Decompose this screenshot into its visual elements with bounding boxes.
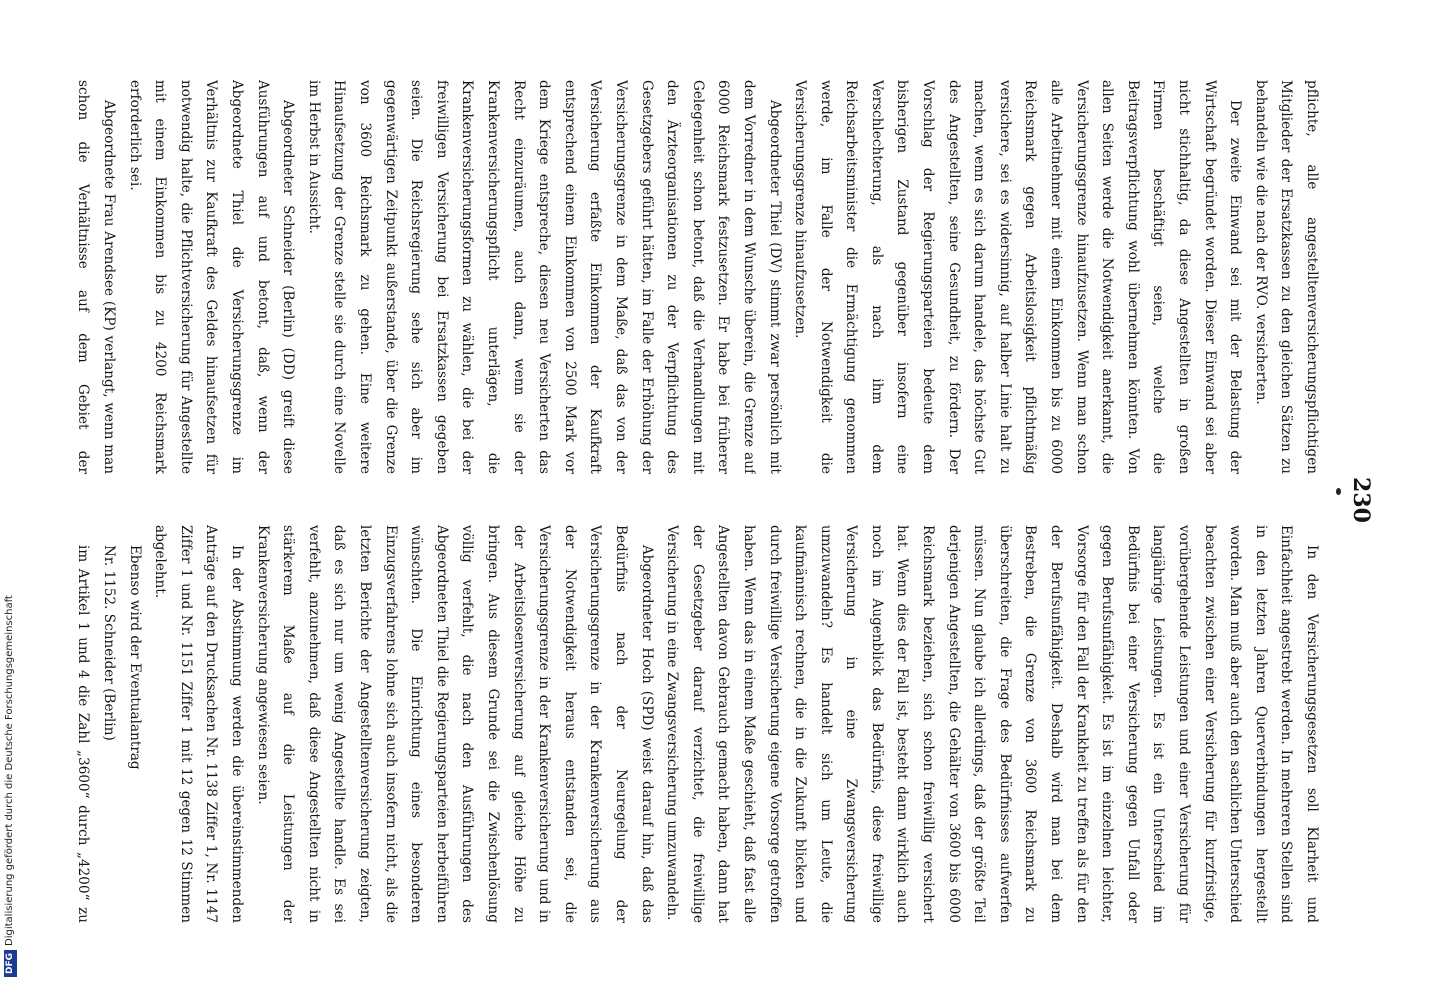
digitization-notice-strip (0, 0, 14, 1000)
digitization-notice (3, 0, 17, 977)
paragraph: Abgeordneter Schneider (Berlin) (DD) greift diese Ausführungen auf und betont, daß, wenn der Abgeordnete Thiel die Versicherungsgrenze im Verhältnis zur Kaufkraft des Geldes hinaufsetzen für notwendig halte, die Pflichtversicherung für Angestellte mit einem Einkommen bis zu 4200 Reichsmark erforderlich sei. (126, 80, 297, 474)
paragraph: Abgeordneter Thiel (DV) stimmt zwar persönlich mit dem Vorredner in dem Wunsche überein, die Grenze auf 6000 Reichsmark festzusetzen. Er habe bei früherer Gelegenheit schon betont, daß die Verhandlungen mit den Ärzteorganisationen zu der Verpflichtung des Gesetzgebers geführt hätten, im Falle der Erhöhung der Versicherungsgrenze in dem Maße, daß das von der Versicherung erfaßte Einkommen der Kaufkraft entsprechend einem Einkommen von 2500 Mark vor dem Kriege entspreche, diesen neu Versicherten das Recht einzuräumen, auch dann, wenn sie der Krankenversicherungspflicht unterlägen, die Krankenversicherungsformen zu wählen, die bei der freiwilligen Versicherung bei Ersatzkassen gegeben seien. Die Reichsregierung sehe sich aber im gegenwärtigen Zeitpunkt außerstande, über die Grenze von 3600 Reichsmark zu gehen. Eine weitere Hinaufsetzung der Grenze stelle sie durch eine Novelle im Herbst in Aussicht. (305, 80, 783, 474)
paragraph: Nr. 1152. Schneider (Berlin) (101, 545, 118, 741)
paragraph: Der zweite Einwand sei mit der Belastung der Wirtschaft begründet worden. Dieser Einwand sei aber nicht stichhaltig, da diese Angestellten in großen Firmen beschäftigt seien, welche die Beitragsverpflichtung wohl übernehmen könnten. Von allen Seiten werde die Notwendigkeit anerkannt, die Versicherungsgrenze hinaufzusetzen. Wenn man schon alle Arbeitnehmer mit einem Einkommen bis zu 6000 Reichsmark gegen Arbeitslosigkeit pflichtmäßig versichere, sei es widersinnig, auf halber Linie halt zu machen, wenn es sich darum handele, das höchste Gut des Angestellten, seine Gesundheit, zu fördern. Der Vorschlag der Regierungsparteien bedeute dem bisherigen Zustand gegenüber insofern eine Verschlechterung, als nach ihm dem Reichsarbeitsminister die Ermächtigung genommen werde, im Falle der Notwendigkeit die Versicherungsgrenze hinaufzusetzen. (792, 80, 1244, 474)
print-mark (1336, 488, 1341, 495)
paragraph: In den Versicherungsgesetzen soll Klarheit und Einfachheit angestrebt werden. In mehreren Stellen sind in den letzten Jahren Querverbindungen hergestellt worden. Man muß aber auch den sachlichen Unterschied beachten zwischen einer Versicherung für kurzfristige, vorübergehende Leistungen und einer Versicherung für langjährige Leistungen. Es ist ein Unterschied im Bedürfnis bei einer Versicherung gegen Unfall oder gegen Berufsunfähigkeit. Es ist im einzelnen leichter, Vorsorge für den Fall der Krankheit zu treffen als für den der Berufsunfähigkeit. Deshalb wird man bei dem Bestreben, die Grenze von 3600 Reichsmark zu überschreiten, die Frage des Bedürfnisses aufwerfen müssen. Nun glaube ich allerdings, daß der größte Teil derjenigen Angestellten, die Gehälter von 3600 bis 6000 Reichsmark beziehen, sich schon freiwillig versichert hat. Wenn dies der Fall ist, besteht dann wirklich auch noch im Augenblick das Bedürfnis, diese freiwillige Versicherung in eine Zwangsversicherung umzuwandeln? Es handelt sich um Leute, die kaufmännisch rechnen, die in die Zukunft blicken und durch freiwillige Versicherung eigene Vorsorge getroffen haben. Wenn das in einem Maße geschieht, daß fast alle Angestellten davon Gebrauch gemacht haben, dann hat der Gesetzgeber darauf verzichtet, die freiwillige Versicherung in eine Zwangsversicherung umzuwandeln. (664, 525, 1320, 923)
paragraph: pflichte, alle angestelltenversicherungspflichtigen Mitglieder der Ersatzkassen zu den gleichen Sätzen zu behandeln wie die nach der RVO. versicherten. (1252, 80, 1320, 474)
paragraph: Abgeordneter Hoch (SPD) weist darauf hin, daß das Bedürfnis nach der Neuregelung der Versicherungsgrenze in der Krankenversicherung aus der Notwendigkeit heraus entstanden sei, die Versicherungsgrenze in der Krankenversicherung und in der Arbeitslosenversicherung auf gleiche Höhe zu bringen. Aus diesem Grunde sei die Zwischenlösung völlig verfehlt, die nach den Ausführungen des Abgeordneten Thiel die Regierungsparteien herbeiführen wünschten. Die Einrichtung eines besonderen Einzugsverfahrens lohne sich auch insofern nicht, als die letzten Berichte der Angestelltenversicherung zeigten, daß es sich nur um wenig Angestellte handle. Es sei verfehlt, anzunehmen, daß diese Angestellten nicht in stärkerem Maße auf die Leistungen der Krankenversicherung angewiesen seien. (254, 525, 655, 923)
digitization-notice-text: Digitalisierung gefördert durch die Deutsche Forschungsgemeinschaft (4, 595, 15, 946)
paragraph: Ebenso wird der Eventualantrag (126, 545, 143, 770)
page-number: 230 (1348, 477, 1374, 523)
right-text-column (74, 525, 1324, 923)
left-text-column (74, 80, 1324, 474)
dfg-logo: DFG (4, 950, 17, 977)
paragraph: im Artikel 1 und 4 die Zahl „3600“ durch „4200“ zu (75, 545, 92, 923)
paragraph: In der Abstimmung werden die übereinstimmenden Anträge auf den Drucksachen Nr. 1138 Ziffer 1, Nr. 1147 Ziffer 1 und Nr. 1151 Ziffer 1 mit 12 gegen 12 Stimmen abgelehnt. (152, 525, 246, 923)
paragraph: Abgeordnete Frau Arendsee (KP) verlangt, wenn man schon die Verhältnisse auf dem Gebiet der (75, 80, 118, 474)
